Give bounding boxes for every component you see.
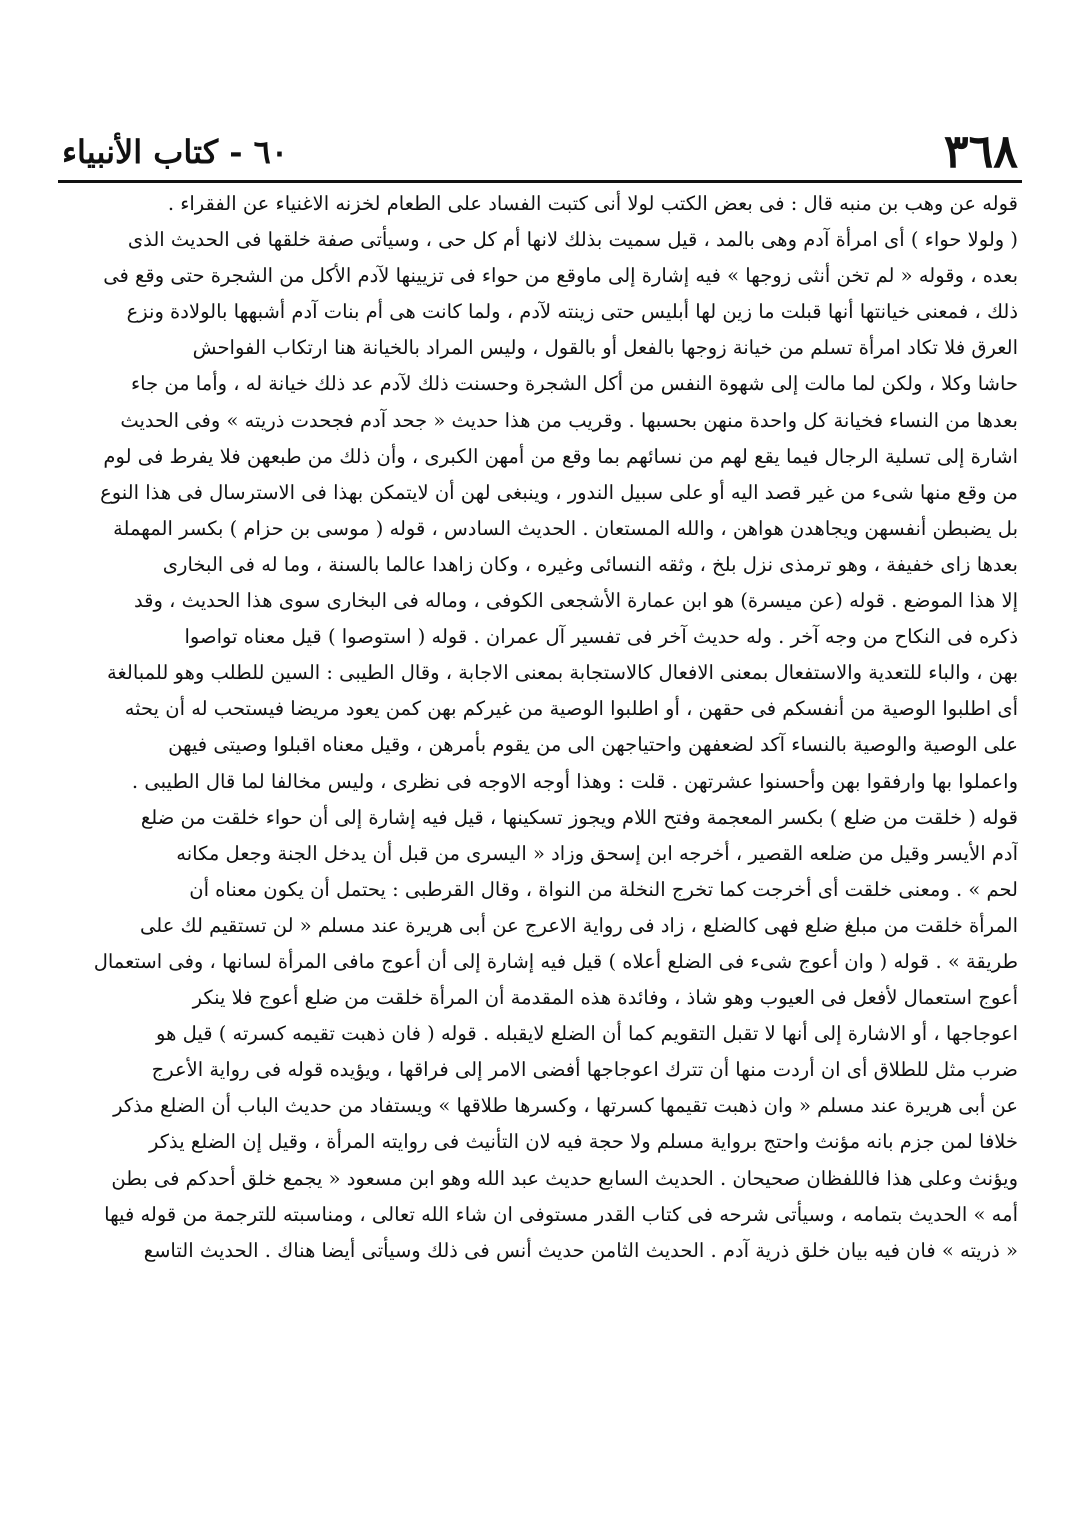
text-line: ذكره فى النكاح من وجه آخر . وله حديث آخر فى تفسير آل عمران . قوله ( استوصوا ) قيل معناه تواصوا [184, 625, 1018, 649]
text-line: ذلك ، فمعنى خيانتها أنها قبلت ما زين لها أبليس حتى زينته لآدم ، ولما كانت هى أم بنات آدم أشبهها بالولادة ونزع [126, 300, 1018, 324]
text-line: على الوصية والوصية بالنساء آكد لضعفهن واحتياجهن الى من يقوم بأمرهن ، وقيل معناه اقبلوا وصيتى فيهن [168, 733, 1018, 757]
text-line: طريقة » . قوله ( وان أعوج شىء فى الضلع أعلاه ) قيل فيه إشارة إلى أن أعوج مافى المرأة لسانها ، وفى استعمال [93, 949, 1018, 973]
text-line: أى اطلبوا الوصية من أنفسكم فى حقهن ، أو اطلبوا الوصية من غيركم بهن كمن يعود مريضا فيستحب له أن يحثه [124, 697, 1018, 721]
text-line: آدم الأيسر وقيل من ضلعه القصير ، أخرجه ابن إسحق وزاد « اليسرى من قبل أن يدخل الجنة وجعل مكانه [176, 841, 1018, 865]
text-line: اعوجاجها ، أو الاشارة إلى أنها لا تقبل التقويم كما أن الضلع لايقبله . قوله ( فان ذهبت تقيمه كسرته ) قيل هو [156, 1022, 1018, 1046]
text-line: إلا هذا الموضع . قوله (عن ميسرة) هو ابن عمارة الأشجعى الكوفى ، وماله فى البخارى سوى هذا الحديث ، وقد [133, 589, 1018, 613]
chapter-title: ٦٠ - كتاب الأنبياء [62, 133, 288, 171]
text-line: ويؤنث وعلى هذا فاللفظان صحيحان . الحديث السابع حديث عبد الله وهو ابن مسعود « يجمع خلق أحدكم فى بطن [111, 1166, 1018, 1190]
text-line: بعده ، وقوله « لم تخن أنثى زوجها » فيه إشارة إلى ماوقع من حواء فى تزيينها لآدم الأكل من الشجرة حتى وقع فى [103, 264, 1018, 288]
text-line: ( ولولا حواء ) أى امرأة آدم وهى بالمد ، قيل سميت بذلك لانها أم كل حى ، وسيأتى صفة خلقها فى الحديث الذى [127, 228, 1018, 252]
text-line: لحم » . ومعنى خلقت أى أخرجت كما تخرج النخلة من النواة ، وقال القرطبى : يحتمل أن يكون معناه أن [189, 877, 1018, 901]
header-rule [58, 180, 1022, 183]
page-number: ٣٦٨ [943, 124, 1018, 178]
text-line: بعدها زاى خفيفة ، وهو ترمذى نزل بلخ ، وثقه النسائى وغيره ، وكان زاهدا عالما بالسنة ، وما له فى البخارى [162, 552, 1018, 576]
text-line: المرأة خلقت من مبلغ ضلع فهى كالضلع ، زاد فى رواية الاعرج عن أبى هريرة عند مسلم « لن تستقيم لك على [140, 913, 1018, 937]
text-line: « ذريته » فان فيه بيان خلق ذرية آدم . الحديث الثامن حديث أنس فى ذلك وسيأتى أيضا هناك . الحديث التاسع [143, 1238, 1018, 1262]
text-line: ضرب مثل للطلاق أى ان أردت منها أن تترك اعوجاجها أفضى الامر إلى فراقها ، ويؤيده قوله فى رواية الأعرج [151, 1058, 1018, 1082]
text-line: بهن ، والباء للتعدية والاستفعال بمعنى الافعال كالاستجابة بمعنى الاجابة ، وقال الطيبى : السين للطلب وهو للمبالغة [107, 661, 1018, 685]
text-line: حاشا وكلا ، ولكن لما مالت إلى شهوة النفس من أكل الشجرة وحسنت ذلك لآدم عد ذلك خيانة له ، وأما من جاء [130, 372, 1018, 396]
text-line: بعدها من النساء فخيانة كل واحدة منهن بحسبها . وقريب من هذا حديث « جحد آدم فجحدت ذريته » وفى الحديث [120, 408, 1018, 432]
commentary-body [62, 186, 1018, 1486]
text-line: واعملوا بها وارفقوا بهن وأحسنوا عشرتهن . قلت : وهذا أوجه الاوجه فى نظرى ، وليس مخالفا لما قال الطيبى . [131, 769, 1018, 793]
text-line: خلافا لمن جزم بانه مؤنث واحتج برواية مسلم ولا حجة فيه لان التأنيث فى روايته المرأة ، وقيل إن الضلع يذكر [149, 1130, 1018, 1154]
text-line: من وقع منها شىء من غير قصد اليه أو على سبيل الندور ، وينبغى لهن أن لايتمكن بهذا فى الاسترسال فى هذا النوع [100, 480, 1018, 504]
text-line: أمه » الحديث بتمامه ، وسيأتى شرحه فى كتاب القدر مستوفى ان شاء الله تعالى ، ومناسبته للترجمة من قوله فيها [104, 1202, 1018, 1226]
text-line: اشارة إلى تسلية الرجال فيما يقع لهم من نسائهم بما وقع من أمهن الكبرى ، وأن ذلك من طبعهن فلا يفرط فى لوم [103, 444, 1018, 468]
text-line: بل يضبطن أنفسهن ويجاهدن هواهن ، والله المستعان . الحديث السادس ، قوله ( موسى بن حزام ) بكسر المهملة [113, 516, 1018, 540]
text-line: العرق فلا تكاد امرأة تسلم من خيانة زوجها بالفعل أو بالقول ، وليس المراد بالخيانة هنا ارتكاب الفواحش [192, 336, 1018, 360]
text-line: قوله عن وهب بن منبه قال : فى بعض الكتب لولا أنى كتبت الفساد على الطعام لخزنه الاغنياء عن الفقراء . [167, 192, 1018, 215]
text-line: أعوج استعمال لأفعل فى العيوب وهو شاذ ، وفائدة هذه المقدمة أن المرأة خلقت من ضلع أعوج فلا ينكر [192, 986, 1018, 1010]
text-line: قوله ( خلقت من ضلع ) بكسر المعجمة وفتح اللام ويجوز تسكينها ، قيل فيه إشارة إلى أن حواء خلقت من ضلع [140, 805, 1018, 829]
page-header [62, 120, 1018, 180]
text-line: عن أبى هريرة عند مسلم « وان ذهبت تقيمها كسرتها ، وكسرها طلاقها » ويستفاد من حديث الباب أن الضلع مذكر [113, 1094, 1018, 1118]
